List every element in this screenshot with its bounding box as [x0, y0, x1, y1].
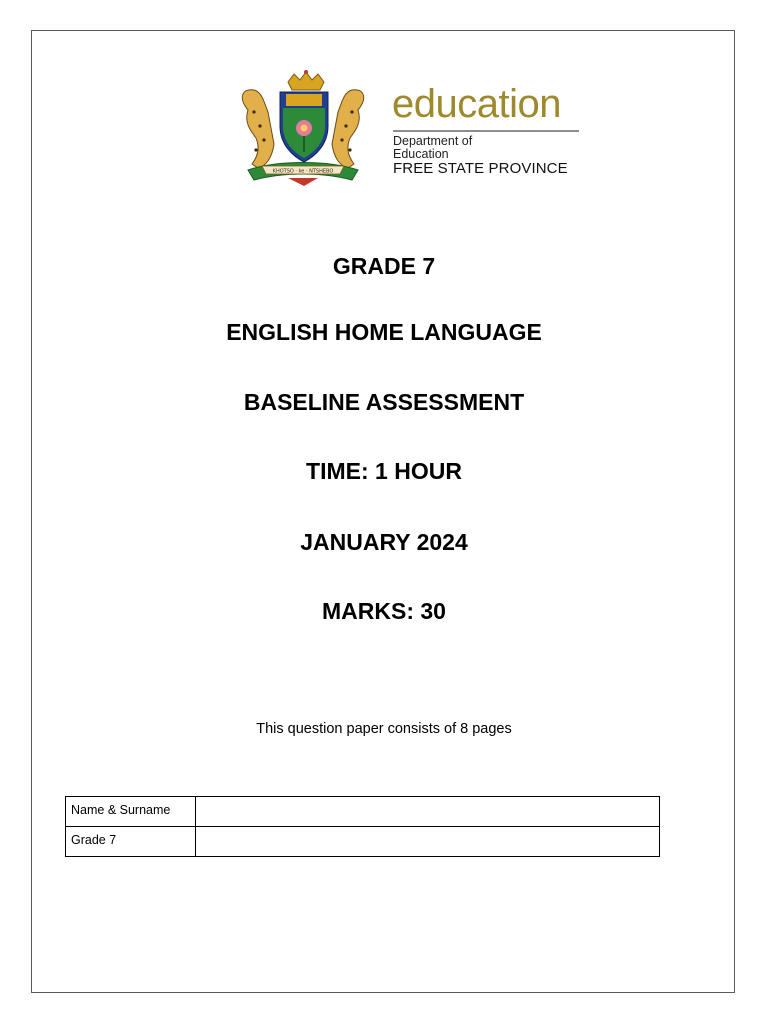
crest-motto: KHOTSO · ke · NTSHEBO: [272, 168, 334, 175]
education-wordmark: education: [392, 82, 561, 126]
department-line-2: Education: [393, 147, 449, 161]
name-surname-label: Name & Surname: [66, 797, 196, 827]
department-line-1: Department of: [393, 134, 473, 148]
logo-divider: [393, 130, 579, 132]
coat-of-arms-icon: [228, 68, 378, 186]
grade-field[interactable]: [196, 827, 660, 857]
pages-note: This question paper consists of 8 pages: [256, 721, 512, 737]
assessment-heading: BASELINE ASSESSMENT: [243, 389, 525, 415]
department-logo: [228, 68, 588, 188]
table-row: [66, 797, 660, 827]
time-heading: TIME: 1 HOUR: [306, 458, 462, 484]
province-name: FREE STATE PROVINCE: [393, 160, 568, 177]
subject-heading: ENGLISH HOME LANGUAGE: [226, 319, 542, 345]
learner-details-table: [65, 796, 660, 857]
table-row: [66, 827, 660, 857]
date-heading: JANUARY 2024: [300, 529, 468, 555]
grade-heading: GRADE 7: [332, 253, 436, 279]
marks-heading: MARKS: 30: [322, 598, 446, 624]
grade-label: Grade 7: [66, 827, 196, 857]
name-surname-field[interactable]: [196, 797, 660, 827]
